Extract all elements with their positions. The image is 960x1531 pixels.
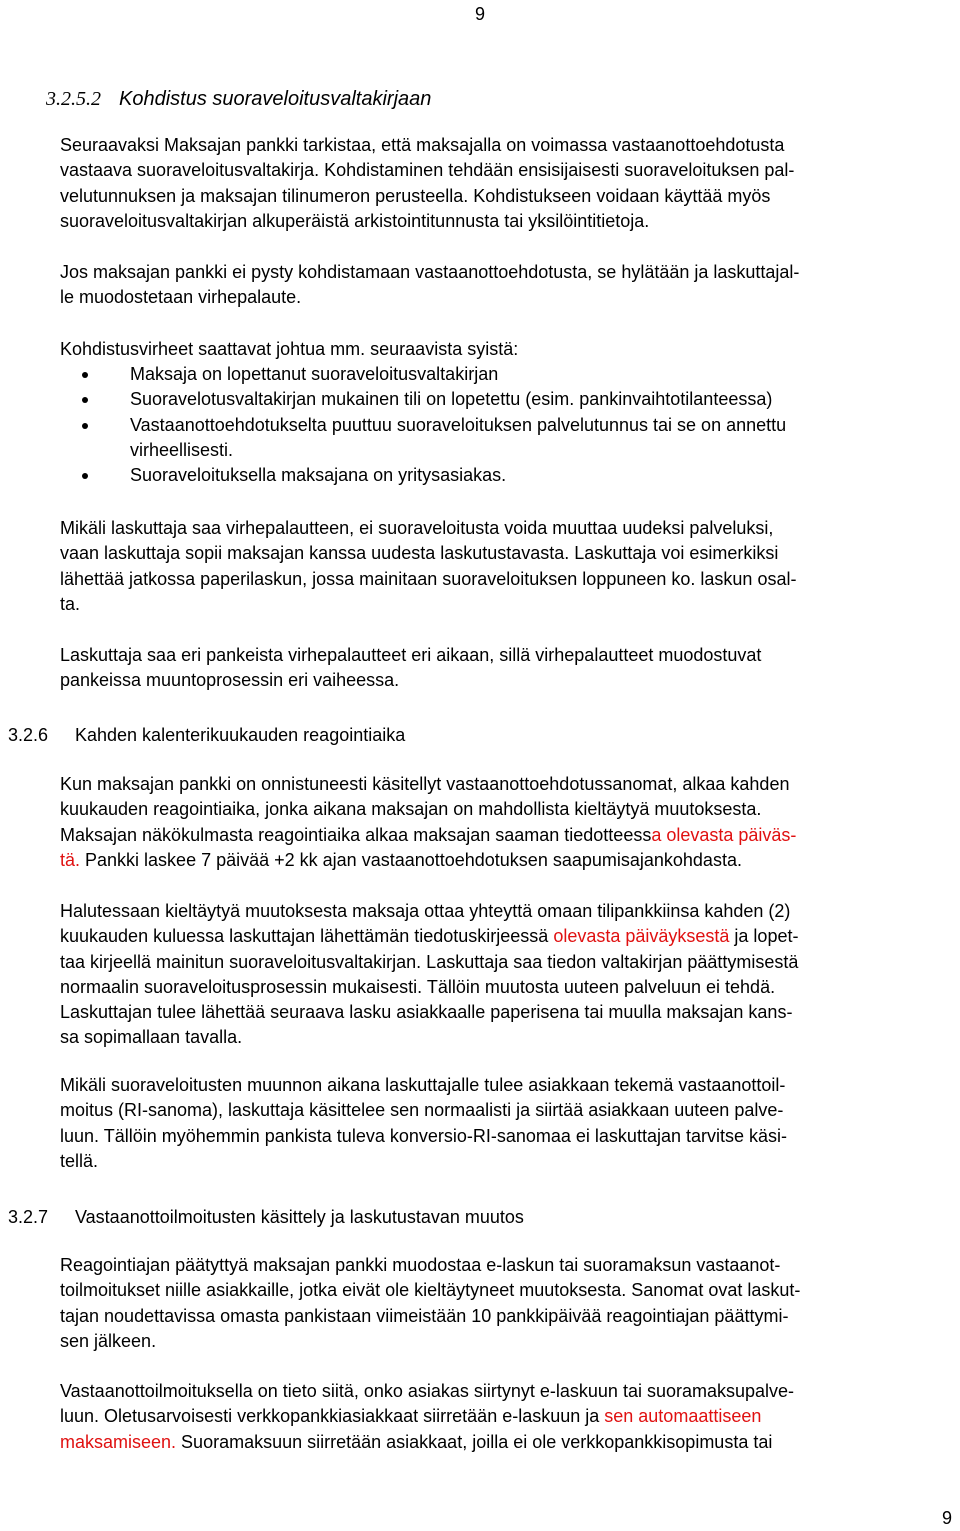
- paragraph-acknowledgement-info: [60, 1379, 950, 1455]
- text-line: suoraveloitusvaltakirjan alkuperäistä arkistointitunnusta tai yksilöintitietoja.: [60, 210, 650, 231]
- heading-3252-title: Kohdistus suoraveloitusvaltakirjaan: [119, 88, 432, 110]
- text-line: vaan laskuttaja sopii maksajan kanssa uudesta laskutustavasta. Laskuttaja voi esimerkiksi: [60, 543, 779, 564]
- text-line: [60, 823, 950, 848]
- paragraph-acknowledgements: [60, 1253, 950, 1354]
- list-item: [60, 463, 950, 488]
- paragraph-refusal: [60, 899, 950, 1051]
- heading-326-number: 3.2.6: [8, 725, 49, 745]
- text-line: kuukauden reagointiaika, jonka aikana maksajan on mahdollista kieltäytyä muutoksesta.: [60, 799, 762, 820]
- page-number-bottom: 9: [942, 1508, 953, 1528]
- highlighted-text: maksamiseen.: [60, 1431, 177, 1452]
- highlighted-text: olevasta päiväyksestä: [553, 926, 730, 947]
- text-line: Seuraavaksi Maksajan pankki tarkistaa, että maksajalla on voimassa vastaanottoehdotusta: [60, 135, 785, 155]
- paragraph-reaction-time: [60, 772, 950, 873]
- list-item-text: Suoraveloituksella maksajana on yritysasiakas.: [130, 465, 507, 486]
- text-line: Laskuttaja saa eri pankeista virhepalautteet eri aikaan, sillä virhepalautteet muodostuvat: [60, 645, 762, 665]
- highlighted-text: a olevasta päiväs-: [651, 824, 797, 845]
- text-line: velutunnuksen ja maksajan tilinumeron perusteella. Kohdistukseen voidaan käyttää myös: [60, 185, 771, 206]
- text-line: taa kirjeellä mainitun suoraveloitusvaltakirjan. Laskuttaja saa tiedon valtakirjan päättymisestä: [60, 951, 799, 972]
- highlighted-text: sen automaattiseen: [604, 1406, 762, 1427]
- bullet-list-error-causes: [60, 362, 950, 488]
- text-line: le muodostetaan virhepalaute.: [60, 287, 302, 308]
- list-item: [60, 387, 950, 412]
- paragraph-kohdistus-intro: [60, 133, 950, 234]
- text-line: [60, 924, 950, 949]
- heading-327-title: Vastaanottoilmoitusten käsittely ja laskutustavan muutos: [75, 1207, 524, 1227]
- text-line: Laskuttajan tulee lähettää seuraava lasku asiakkaalle paperisena tai muulla maksajan kans-: [60, 1002, 793, 1023]
- list-item-continuation: [60, 438, 950, 463]
- page-number-top: 9: [475, 4, 486, 24]
- text-segment: ja lopet-: [729, 926, 799, 947]
- paragraph-kohdistus-fail: [60, 260, 950, 311]
- bullet-icon: [82, 397, 88, 403]
- list-item-text: virheellisesti.: [130, 439, 234, 460]
- text-line: Mikäli suoraveloitusten muunnon aikana laskuttajalle tulee asiakkaan tekemä vastaanottoil-: [60, 1075, 786, 1095]
- text-segment: Maksajan näkökulmasta reagointiaika alkaa maksajan saaman tiedotteess: [60, 824, 652, 845]
- paragraph-error-feedback: [60, 516, 950, 617]
- bullet-icon: [82, 423, 88, 429]
- text-line: Vastaanottoilmoituksella on tieto siitä, onko asiakas siirtynyt e-laskuun tai suoramaksupalve-: [60, 1381, 795, 1401]
- paragraph-feedback-timing: [60, 643, 950, 694]
- text-line: moitus (RI-sanoma), laskuttaja käsittelee sen normaalisti ja siirtää asiakkaan uuteen palve-: [60, 1100, 784, 1121]
- text-line: lähettää jatkossa paperilaskun, jossa mainitaan suoraveloituksen loppuneen ko. laskun osal-: [60, 568, 797, 589]
- text-line: luun. Tällöin myöhemmin pankista tuleva konversio-RI-sanomaa ei laskuttajan tarvitse käsi-: [60, 1125, 787, 1146]
- text-line: [60, 1430, 950, 1455]
- text-segment: luun. Oletusarvoisesti verkkopankkiasiakkaat siirretään e-laskuun ja: [60, 1406, 605, 1427]
- list-item-text: Vastaanottoehdotukselta puuttuu suoraveloituksen palvelutunnus tai se on annettu: [130, 414, 787, 435]
- list-item-text: Suoravelotusvaltakirjan mukainen tili on lopetettu (esim. pankinvaihtotilanteessa): [130, 389, 773, 410]
- text-line: normaalin suoraveloitusprosessin mukaisesti. Tällöin muutosta uuteen palveluun ei tehdä.: [60, 976, 776, 997]
- bullet-icon: [82, 473, 88, 479]
- list-item: [60, 413, 950, 438]
- text-line: Reagointiajan päätyttyä maksajan pankki muodostaa e-laskun tai suoramaksun vastaanot-: [60, 1255, 781, 1275]
- text-line: toilmoitukset niille asiakkaille, jotka eivät ole kieltäytyneet muutoksesta. Sanomat ovat laskut-: [60, 1280, 801, 1301]
- text-line: Mikäli laskuttaja saa virhepalautteen, ei suoraveloitusta voida muuttaa uudeksi palveluksi,: [60, 518, 774, 538]
- heading-3252-number: 3.2.5.2: [46, 88, 101, 110]
- list-item-text: Maksaja on lopettanut suoraveloitusvaltakirjan: [130, 364, 499, 384]
- text-line: Kun maksajan pankki on onnistuneesti käsitellyt vastaanottoehdotussanomat, alkaa kahden: [60, 774, 790, 794]
- text-line: pankeissa muuntoprosessin eri vaiheessa.: [60, 670, 400, 691]
- text-line: Jos maksajan pankki ei pysty kohdistamaan vastaanottoehdotusta, se hylätään ja laskuttajal-: [60, 262, 800, 282]
- text-line: tajan noudettavissa omasta pankistaan viimeistään 10 pankkipäivää reagointiajan päättymi-: [60, 1305, 789, 1326]
- text-line: Halutessaan kieltäytyä muutoksesta maksaja ottaa yhteyttä omaan tilipankkiinsa kahden (2): [60, 901, 791, 921]
- paragraph-ri-message: [60, 1073, 950, 1174]
- text-line: vastaava suoraveloitusvaltakirja. Kohdistaminen tehdään ensisijaisesti suoraveloituksen pal-: [60, 160, 795, 181]
- text-line: tellä.: [60, 1150, 99, 1171]
- bullet-icon: [82, 372, 88, 378]
- heading-3252: [46, 87, 926, 111]
- text-segment: Pankki laskee 7 päivää +2 kk ajan vastaanottoehdotuksen saapumisajankohdasta.: [80, 849, 742, 870]
- heading-327-number: 3.2.7: [8, 1207, 49, 1227]
- paragraph-error-causes: Kohdistusvirheet saattavat johtua mm. seuraavista syistä:: [60, 339, 519, 359]
- highlighted-text: tä.: [60, 849, 81, 870]
- heading-326-title: Kahden kalenterikuukauden reagointiaika: [75, 725, 406, 745]
- text-line: [60, 1404, 950, 1429]
- text-segment: Suoramaksuun siirretään asiakkaat, joilla ei ole verkkopankkisopimusta tai: [176, 1431, 773, 1452]
- text-line: sen jälkeen.: [60, 1330, 157, 1351]
- text-line: sa sopimallaan tavalla.: [60, 1027, 243, 1048]
- text-line: [60, 848, 950, 873]
- text-line: ta.: [60, 593, 81, 614]
- text-segment: kuukauden kuluessa laskuttajan lähettämän tiedotuskirjeessä: [60, 926, 554, 947]
- list-item: [60, 362, 950, 387]
